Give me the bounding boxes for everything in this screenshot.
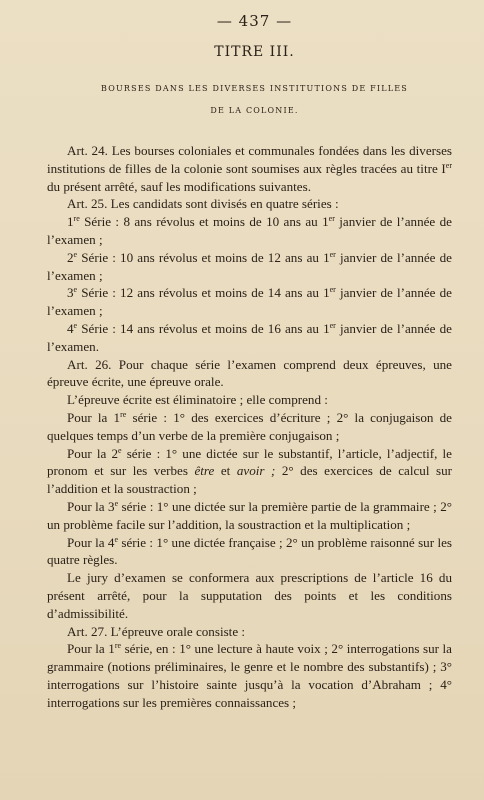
superscript: e	[114, 498, 119, 508]
text-run: série : 1° une dictée sur la première partie de la grammaire ; 2° un problème facile sur l’addition, la soustraction et la multiplication ;	[47, 498, 453, 532]
superscript: e	[73, 285, 78, 295]
paragraph	[47, 249, 452, 285]
text-run: 2	[67, 249, 74, 265]
paragraph	[47, 569, 452, 622]
superscript: re	[73, 214, 80, 224]
paragraph	[47, 498, 452, 534]
section-title: TITRE III.	[214, 44, 295, 60]
paragraph	[47, 195, 452, 213]
superscript: e	[73, 320, 78, 330]
subtitle-line-2: DE LA COLONIE.	[210, 106, 299, 115]
italic-text: être	[194, 463, 215, 479]
text-run: 4	[67, 320, 74, 336]
superscript: er	[329, 285, 336, 295]
paragraph	[47, 640, 452, 711]
page-number: — 437 —	[216, 12, 293, 30]
text-run: Art. 26. Pour chaque série l’examen comprend deux épreuves, une épreuve écrite, une épreuve orale.	[47, 356, 452, 390]
text-run: Art. 25. Les candidats sont divisés en quatre séries :	[67, 196, 339, 212]
text-run: Série : 8 ans révolus et moins de 10 ans au 1	[79, 214, 329, 230]
paragraph	[47, 320, 452, 356]
text-run: Série : 10 ans révolus et moins de 12 ans au 1	[77, 249, 330, 265]
text-run: Série : 14 ans révolus et moins de 16 ans au 1	[77, 320, 330, 336]
text-run: 1	[67, 214, 74, 230]
superscript: e	[118, 445, 122, 455]
paragraph	[47, 534, 452, 570]
text-run: janvier de l’année de l’examen ;	[47, 214, 452, 247]
superscript: er	[329, 320, 336, 330]
text-run: 2° des exercices de calcul sur l’addition et la soustraction ;	[47, 463, 452, 497]
text-run: Pour la 4	[67, 534, 115, 550]
text-run: série, en : 1° une lecture à haute voix ; 2° interrogations sur la grammaire (notions préliminaires, le genre et le nombre des substantifs) ; 3° interrogations sur l’histoire sainte jusqu’à la vocation d’Abraham ; 4° interrogations sur les premières connaissances ;	[47, 641, 452, 710]
text-run: Pour la 1	[67, 409, 121, 425]
superscript: e	[114, 534, 118, 544]
paragraph	[47, 445, 452, 498]
superscript: er	[329, 249, 336, 259]
paragraph	[47, 142, 452, 195]
paragraph	[47, 623, 452, 641]
text-run: janvier de l’année de l’examen ;	[47, 285, 452, 319]
text-run: du présent arrêté, sauf les modifications suivantes.	[47, 178, 311, 194]
text-run: Le jury d’examen se conformera aux prescriptions de l’article 16 du présent arrêté, pour la supputation des points et les conditions d’admissibilité.	[47, 570, 452, 621]
text-run: Pour la 1	[67, 641, 115, 657]
superscript: er	[445, 160, 452, 170]
paragraph	[47, 213, 452, 249]
superscript: re	[114, 641, 122, 651]
body-text	[47, 142, 452, 712]
text-run: janvier de l’année de l’examen.	[47, 320, 452, 354]
subtitle-line-1: BOURSES DANS LES DIVERSES INSTITUTIONS DE FILLES	[101, 84, 408, 93]
text-run: Série : 12 ans révolus et moins de 14 ans au 1	[77, 285, 330, 301]
paragraph	[47, 284, 452, 320]
italic-text: avoir ;	[236, 463, 276, 479]
text-run: Art. 27. L’épreuve orale consiste :	[67, 623, 246, 639]
superscript: er	[328, 214, 335, 224]
section-subtitle	[47, 78, 452, 122]
superscript: re	[120, 409, 127, 419]
text-run: série : 1° une dictée sur le substantif, l’article, l’adjectif, le pronom et sur les verbes	[47, 445, 452, 479]
paragraph	[47, 409, 452, 445]
paragraph	[47, 391, 452, 409]
paragraph	[47, 356, 452, 392]
text-run: 3	[67, 285, 74, 301]
text-run: L’épreuve écrite est éliminatoire ; elle comprend :	[67, 392, 328, 408]
text-run: janvier de l’année de l’examen ;	[47, 249, 452, 283]
text-run: série : 1° des exercices d’écriture ; 2° la conjugaison de quelques temps d’un verbe de la première conjugaison ;	[47, 409, 452, 443]
text-run: Pour la 3	[67, 498, 115, 514]
text-run: série : 1° une dictée française ; 2° un problème raisonné sur les quatre règles.	[47, 534, 452, 568]
superscript: e	[73, 249, 78, 259]
text-run: Art. 24. Les bourses coloniales et communales fondées dans les diverses institutions de filles de la colonie sont soumises aux règles tracées au titre I	[47, 143, 452, 176]
text-run: Pour la 2	[67, 445, 119, 461]
text-run: et	[214, 463, 237, 479]
